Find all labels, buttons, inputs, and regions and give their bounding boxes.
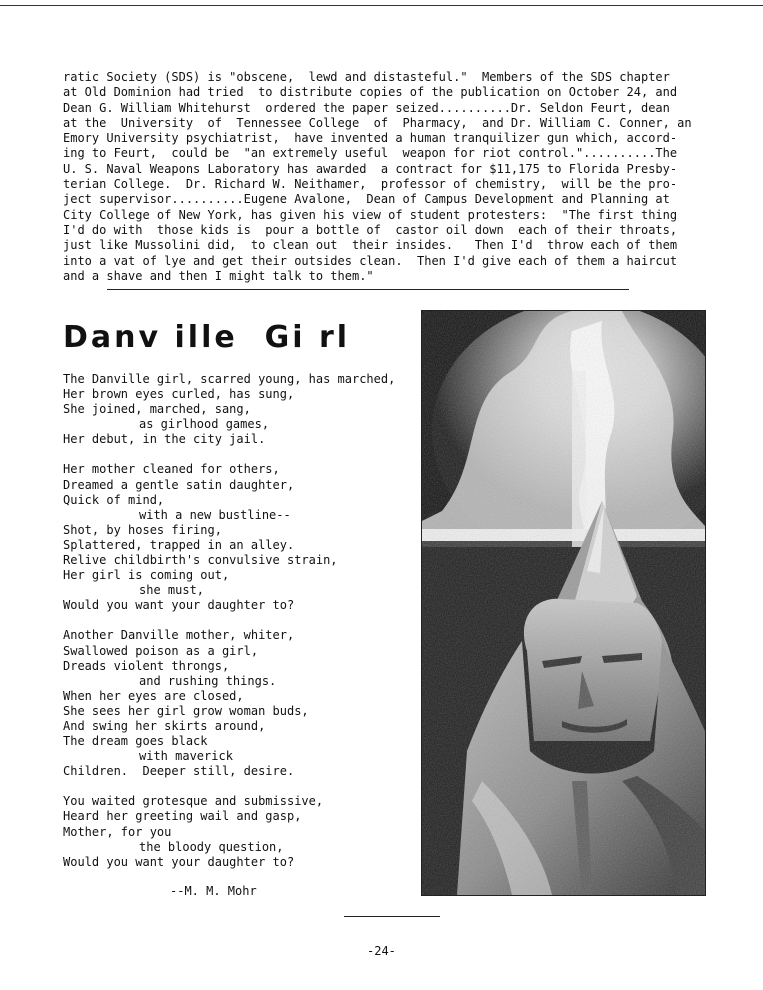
poem-line: She joined, marched, sang, [63,402,251,417]
intro-line: Dean G. William Whitehurst ordered the paper seized..........Dr. Seldon Feurt, dean [63,100,670,115]
poem-line: Her mother cleaned for others, [63,462,280,477]
poem-line: and rushing things. [139,673,277,688]
poem-line: The Danville girl, scarred young, has marched, [63,372,396,386]
poem-line: Mother, for you [63,824,172,839]
poem-line: Her girl is coming out, [63,568,230,583]
intro-line: ing to Feurt, could be "an extremely useful weapon for riot control."..........The [63,146,678,161]
poem-line: Swallowed poison as a girl, [63,643,259,658]
poem-stanza [63,628,423,779]
poem-line: she must, [139,583,205,598]
poem-line: Splattered, trapped in an alley. [63,537,295,552]
intro-line: terian College. Dr. Richard W. Neithamer, professor of chemistry, will be the pro- [63,177,678,192]
poem-body [63,372,423,885]
intro-line: I'd do with those kids is pour a bottle of castor oil down each of their throats, [63,222,678,237]
poem-stanza [63,372,423,447]
poem-line: Heard her greeting wail and gasp, [63,809,302,824]
intro-line: at the University of Tennessee College of Pharmacy, and Dr. William C. Conner, an [63,115,692,130]
intro-line: U. S. Naval Weapons Laboratory has awarded a contract for $11,175 to Florida Presby- [63,161,678,176]
poem-line: She sees her girl grow woman buds, [63,703,309,718]
poem-line: the bloody question, [139,839,284,854]
poem-line: Quick of mind, [63,492,165,507]
intro-line: and a shave and then I might talk to them." [63,268,374,283]
poem-line: Children. Deeper still, desire. [63,764,295,779]
footer-divider [344,916,440,917]
intro-line: into a vat of lye and get their outsides clean. Then I'd give each of them a haircut [63,253,678,268]
poem-line: Would you want your daughter to? [63,598,295,613]
poem-line: Another Danville mother, whiter, [63,628,295,643]
poem-line: And swing her skirts around, [63,718,266,733]
poem-line: You waited grotesque and submissive, [63,794,324,809]
top-border-line [0,5,763,6]
klansman-burning-cross-photo [421,310,706,896]
poem-line: When her eyes are closed, [63,688,244,703]
intro-line: at Old Dominion had tried to distribute copies of the publication on October 24, and [63,85,678,100]
poem-stanza [63,794,423,869]
poem-line: Dreamed a gentle satin daughter, [63,477,295,492]
intro-line: ject supervisor..........Eugene Avalone, Dean of Campus Development and Planning at [63,192,670,207]
intro-line: City College of New York, has given his view of student protesters: "The first thing [63,207,678,222]
section-divider [107,289,629,290]
intro-line: just like Mussolini did, to clean out their insides. Then I'd throw each of them [63,238,678,253]
poem-title: Danv ille Gi rl [63,320,351,355]
page-number: -24- [367,944,396,958]
poem-line: Dreads violent throngs, [63,658,230,673]
poem-line: with maverick [139,749,233,764]
poem-author: --M. M. Mohr [170,884,257,898]
poem-line: Shot, by hoses firing, [63,522,222,537]
intro-paragraph [63,70,708,284]
poem-line: Would you want your daughter to? [63,854,295,869]
poem-line: Relive childbirth's convulsive strain, [63,553,338,568]
intro-line: Emory University psychiatrist, have invented a human tranquilizer gun which, accord- [63,131,678,146]
intro-line: ratic Society (SDS) is "obscene, lewd and distasteful." Members of the SDS chapter [63,70,670,84]
poem-line: as girlhood games, [139,417,270,432]
poem-line: The dream goes black [63,734,208,749]
poem-line: Her brown eyes curled, has sung, [63,387,295,402]
poem-line: Her debut, in the city jail. [63,432,266,447]
poem-line: with a new bustline-- [139,507,291,522]
poem-stanza [63,462,423,613]
